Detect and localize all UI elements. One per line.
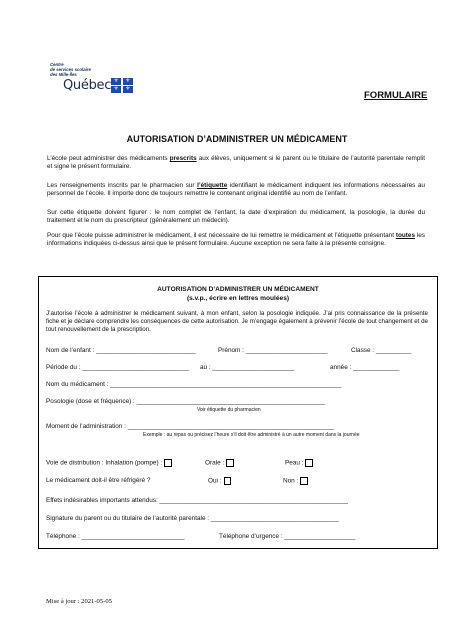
first-name-field[interactable]: Prénom : _______________________ xyxy=(218,347,328,354)
form-title: AUTORISATION D’ADMINISTRER UN MÉDICAMENT xyxy=(157,286,319,293)
form-label: FORMULAIRE xyxy=(364,90,428,101)
period-from-field[interactable]: Période du : ______________________________ xyxy=(46,364,189,371)
intro-paragraph-4: Pour que l’école puisse administrer le médicament, il est nécessaire de lui remettre le médicament et l’étiquette présentant toutes les informations indiquées ci-dessus ainsi que le présent formulaire. Aucune exception ne sera faite à la présente consigne. xyxy=(47,232,426,248)
yes-checkbox[interactable] xyxy=(224,477,232,485)
inhalation-checkbox[interactable] xyxy=(164,459,172,467)
period-to-field[interactable]: au : _______________________ xyxy=(200,364,295,371)
route-skin-option[interactable]: Peau : xyxy=(285,459,313,467)
quebec-wordmark: Québec xyxy=(63,78,112,93)
page-title: AUTORISATION D’ADMINISTRER UN MÉDICAMENT xyxy=(126,134,348,144)
route-inhalation-option[interactable]: Voie de distribution : Inhalation (pompe) : xyxy=(46,459,172,467)
medication-name-field[interactable]: Nom du médicament : _________________________________________________________________ xyxy=(46,381,342,388)
parent-signature-field[interactable]: Signature du parent ou du titulaire de l’autorité parentale : ____________________________________ xyxy=(46,515,339,522)
child-name-field[interactable]: Nom de l’enfant : ____________________________ xyxy=(46,347,196,354)
dosage-note: Voir étiquette du pharmacien xyxy=(197,407,261,413)
intro-paragraph-2: Les renseignements inscrits par le pharmacien sur l’étiquette identifiant le médicament indiquent les informations nécessaires au personnel de l’école. Il importe donc de toujours remettre le contenant original identifié au nom de l’enfant. xyxy=(47,182,425,198)
fleur-de-lis-flag-icon: ⚜ ⚜ ⚜ ⚜ xyxy=(111,78,133,93)
skin-checkbox[interactable] xyxy=(305,459,313,467)
intro-paragraph-3: Sur cette étiquette doivent figurer : le nom complet de l’enfant, la date d’expiration du médicament, la posologie, la durée du traitement et le nom du prescripteur (généralement un médecin). xyxy=(47,209,425,225)
no-checkbox[interactable] xyxy=(300,477,308,485)
form-subtitle: (s.v.p., écrire en lettres moulées) xyxy=(186,295,290,302)
route-oral-option[interactable]: Orale : xyxy=(205,459,234,467)
side-effects-field[interactable]: Effets indésirables importants attendus: _____________________________________________________ xyxy=(46,497,348,504)
class-field[interactable]: Classe : __________ xyxy=(351,347,412,354)
administration-time-field[interactable]: Moment de l’administration : __________________________________________________________ xyxy=(46,423,334,430)
intro-paragraph-1: L’école peut administrer des médicaments prescrits aux élèves, uniquement si le parent ou le titulaire de l’autorité parentale remplit et signe le présent formulaire. xyxy=(47,155,425,171)
organization-name: Centre de services scolaire des Mille-Îles xyxy=(50,62,91,77)
consent-text: J’autorise l’école à administrer le médicament suivant, à mon enfant, selon la posologie indiquée. J’ai pris connaissance de la présente fiche et je déclare comprendre les conséquences de cette autorisation. Je m’engage également à prévenir l’école de tout changement et de tout renouvellement de la prescription. xyxy=(46,310,428,334)
update-date: Mise à jour : 2021-05-05 xyxy=(46,598,112,605)
year-field[interactable]: année : _____________ xyxy=(330,364,400,371)
phone-field[interactable]: Téléphone : _____________________________ xyxy=(46,533,185,540)
refrigeration-question: Le médicament doit-il être réfrigéré ? xyxy=(46,477,151,484)
refrigeration-yes-option[interactable]: Oui : xyxy=(208,477,231,485)
oral-checkbox[interactable] xyxy=(226,459,234,467)
refrigeration-no-option[interactable]: Non : xyxy=(283,477,308,485)
administration-time-note: Exemple : au repas ou précisez l’heure s’il doit être administré à un autre moment dans la journée xyxy=(143,432,360,438)
emergency-phone-field[interactable]: Téléphone d’urgence : ____________________ xyxy=(219,533,356,540)
dosage-field[interactable]: Posologie (dose et fréquence) : _____________________________________________________ xyxy=(46,398,325,405)
